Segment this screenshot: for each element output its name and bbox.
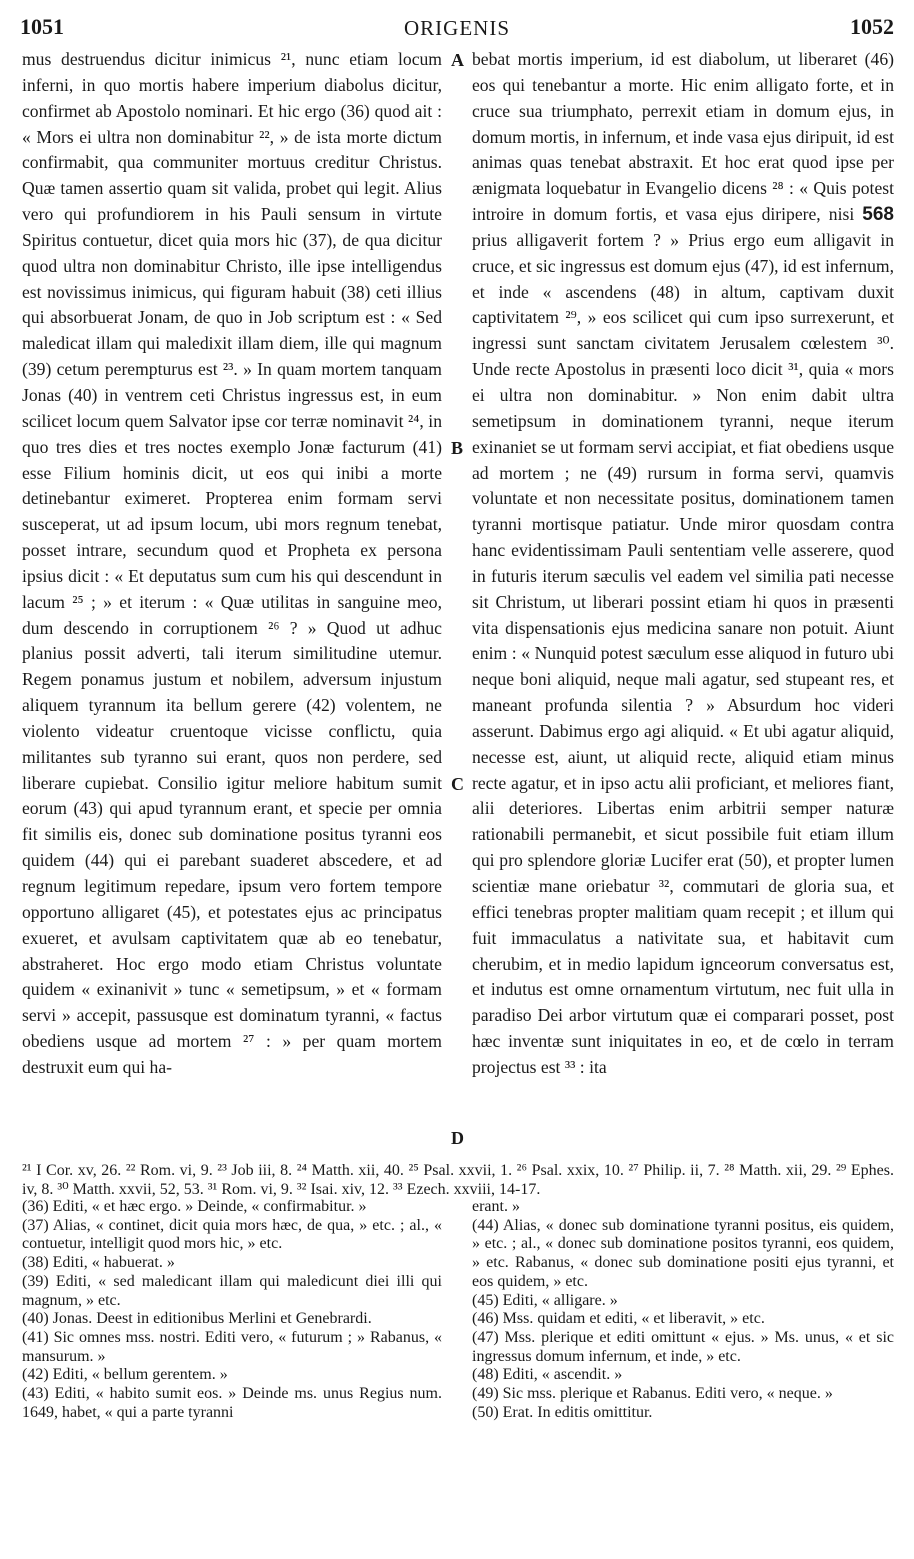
note: (49) Sic mss. plerique et Rabanus. Editi vero, « neque. » — [472, 1385, 833, 1403]
note: (50) Erat. In editis omittitur. — [472, 1403, 653, 1421]
note: (42) Editi, « bellum gerentem. » — [22, 1366, 228, 1384]
margin-mark-c: C — [451, 774, 464, 794]
note: (36) Editi, « et hæc ergo. » Deinde, « confirmabitur. » — [22, 1198, 367, 1215]
margin-mark-d: D — [451, 1128, 464, 1148]
page-number-right: 1052 — [850, 14, 894, 39]
margin-mark-b: B — [451, 438, 464, 458]
note: (47) Mss. plerique et editi omittunt « ejus. » Ms. unus, « et sic ingressus domum infernum, et inde, » etc. — [472, 1328, 894, 1365]
note: (41) Sic omnes mss. nostri. Editi vero, « futurum ; » Rabanus, « mansurum. » — [22, 1328, 442, 1365]
note: (39) Editi, « sed maledicant illam qui maledicunt diei illi qui magnum, » etc. — [22, 1272, 442, 1309]
right-column-text-a: bebat mortis imperium, id est diabolum, ut liberaret (46) eos qui tenebantur a morte. Hic enim alligato forte, et in cruce sua triumphato, perrexit etiam in domum ejus, in domum mortis, in infernum, et inde vasa ejus diripuit, id est animas quas tenebat abstraxit. Et hoc erat quod ipse per ænigmata loquebatur in Evangelio dicens ²⁸ : « Quis potest introire in domum fortis, et vasa ejus diripere, nisi — [472, 49, 894, 225]
note: (38) Editi, « habuerat. » — [22, 1254, 175, 1272]
note: (48) Editi, « ascendit. » — [472, 1366, 623, 1384]
margin-mark-a: A — [451, 50, 464, 70]
running-title: ORIGENIS — [404, 16, 510, 40]
notes-right-column — [472, 1198, 894, 1422]
right-column-text — [472, 47, 894, 1081]
left-column — [22, 47, 442, 1081]
note: (40) Jonas. Deest in editionibus Merlini et Genebrardi. — [22, 1310, 372, 1328]
note: (46) Mss. quidam et editi, « et liberavit, » etc. — [472, 1310, 765, 1328]
scripture-references: ²¹ I Cor. xv, 26. ²² Rom. vi, 9. ²³ Job iii, 8. ²⁴ Matth. xii, 40. ²⁵ Psal. xxvii, 1. ²⁶ Psal. xxix, 10. ²⁷ Philip. ii, 7. ²⁸ Matth. xii, 29. ²⁹ Ephes. iv, 8. ³⁰ Matth. xxvii, 52, 53. ³¹ Rom. vi, 9. ³² Isai. xiv, 12. ³³ Ezech. xxviii, 14-17. — [22, 1162, 894, 1198]
note: (37) Alias, « continet, dicit quia mors hæc, de qua, » etc. ; al., « contuetur, intelligit quod mors hic, » etc. — [22, 1216, 442, 1253]
left-column-text: mus destruendus dicitur inimicus ²¹, nunc etiam locum inferni, in quo mortis habere imperium diabolus dicitur, confirmet ab Apostolo nominari. Et hic ergo (36) quod ait : « Mors ei ultra non dominabitur ²², » de ista morte dictum confirmabit, qua communiter mortuus creditur Christus. Quæ tamen assertio quam sit valida, probet qui legit. Alius vero qui profundiorem in his Pauli sensum in virtute Spiritus contuetur, dicet quia mors hic (37), de qua dicitur quod ultra non dominabitur Christo, ille ipse intelligendus est novissimus inimicus, qui figuram habuit (38) ceti illius qui absorbuerat Jonam, de quo in Job scriptum est : « Sed maledicat illam qui maledixit illam diem, ille qui magnum (39) cetum perempturus est ²³. » In quam mortem tanquam Jonas (40) in ventrem ceti Christus ingressus est, in eum scilicet locum quem Salvator ipse cor terræ nominavit ²⁴, in quo tres dies et tres noctes exemplo Jonæ facturum (41) esse Filium hominis dicit, ut eos qui inibi a morte detinebantur eximeret. Propterea enim formam servi susceperat, ut ad ipsum locum, ubi mors regnum tenebat, posset intrare, secundum quod et Propheta ex persona ipsius dicit : « Et deputatus sum cum his qui descendunt in lacum ²⁵ ; » et iterum : « Quæ utilitas in sanguine meo, dum descendo in corruptionem ²⁶ ? » Quod ut adhuc planius possit adverti, tali iterum similitudine utemur. Regem ponamus justum et nobilem, adversum injustum aliquem tyrannum ita bellum gerere (42) volentem, ne violento videatur cruentoque vicisse conflictu, quia militantes sub tyranno sui erant, quos non perdere, sed liberare cupiebat. Consilio igitur meliore habitum sumit eorum (43) qui apud tyrannum erant, et specie per omnia fit similis eis, donec sub dominatione positus tyranni eos quidem (44) qui ei parebant suaderet abscedere, et ad regnum legitimum repedare, ipsum vero fortem tempore opportuno alligaret (45), et potestates ejus ac principatus exueret, et avulsam captivitatem quæ ab eo tenebatur, abstraheret. Hoc ergo modo etiam Christus voluntate quidem « exinanivit » tunc « semetipsum, » et « formam servi » accepit, passusque est dominatum tyranni, « factus obediens usque ad mortem ²⁷ : » per quam mortem destruxit eum qui ha- — [22, 49, 442, 1077]
note: (44) Alias, « donec sub dominatione tyranni positus, eis quidem, » etc. ; al., « donec sub dominatione positos tyranni, eos quidem, » etc. Rabanus, « donec sub dominatione positi ejus tyranni, et eos quidem, » etc. — [472, 1216, 894, 1290]
right-column — [472, 47, 894, 1081]
page-header — [20, 14, 894, 42]
note: (43) Editi, « habito sumit eos. » Deinde ms. unus Regius num. 1649, habet, « qui a parte tyranni — [22, 1385, 442, 1421]
column-number: 568 — [862, 204, 894, 226]
right-column-text-b: prius alligaverit fortem ? » Prius ergo eum alligavit in cruce, et sic ingressus est domum ejus (47), id est infernum, et inde « ascendens (48) in altum, captivam duxit captivitatem ²⁹, » eos scilicet qui cum ipso surrexerunt, et ingressi sunt sanctam civitatem Jerusalem cœlestem ³⁰. Unde recte Apostolus in præsenti loco dicit ³¹, quia « mors ei ultra non dominabitur. » Non enim dabit ultra semetipsum in dominationem tyranni, neque iterum exinaniet se ut formam servi accipiat, et fiat obediens usque ad mortem ; ne (49) rursum in forma servi, quamvis voluntate et non necessitate positus, dominationem tamen tyranni mortisque patiatur. Unde miror quosdam contra hanc evidentissimam Pauli sententiam velle asserere, quod in futuris iterum sæculis vel eadem vel similia pati necesse sit Christum, ut liberari possint etiam hi quos in præsenti vita dispensationis ejus medicina sanare non potuit. Aiunt enim : « Nunquid potest sæculum esse aliquod in futuro ubi neque boni aliquid, neque mali agatur, sed stupeant res, et maneant profunda silentia ? » Absurdum hoc videri asserunt. Dabimus ergo agi aliquid. « Et ubi agatur aliquid, necesse est, aiunt, ut aliquid recte, aliquid etiam minus recte agatur, et in ipso actu alii proficiant, et meliores fiant, alii deteriores. Libertas enim arbitrii semper naturæ rationabili permanebit, et sicut possibile fuit etiam illum qui pro splendore gloriæ Lucifer erat (50), et propter lumen scientiæ mane oriebatur ³², commutari de gloria sua, et effici tenebras propter malitiam quam recepit ; et illum qui fuit immaculatus a nativitate sua, et habitavit cum cherubim, et in medio lapidum ignceorum conversatus est, et indutus est omne ornamentum virtutum, nec fuit ulla in paradiso Dei arbor virtutum quæ ei comparari posset, post hæc inventæ sunt iniquitates in eo, et de cœlo in terram projectus est ³³ : ita — [472, 229, 894, 1077]
page-number-left: 1051 — [20, 14, 64, 39]
notes-left-column — [22, 1198, 442, 1422]
note: erant. » — [472, 1198, 520, 1215]
note: (45) Editi, « alligare. » — [472, 1291, 618, 1309]
